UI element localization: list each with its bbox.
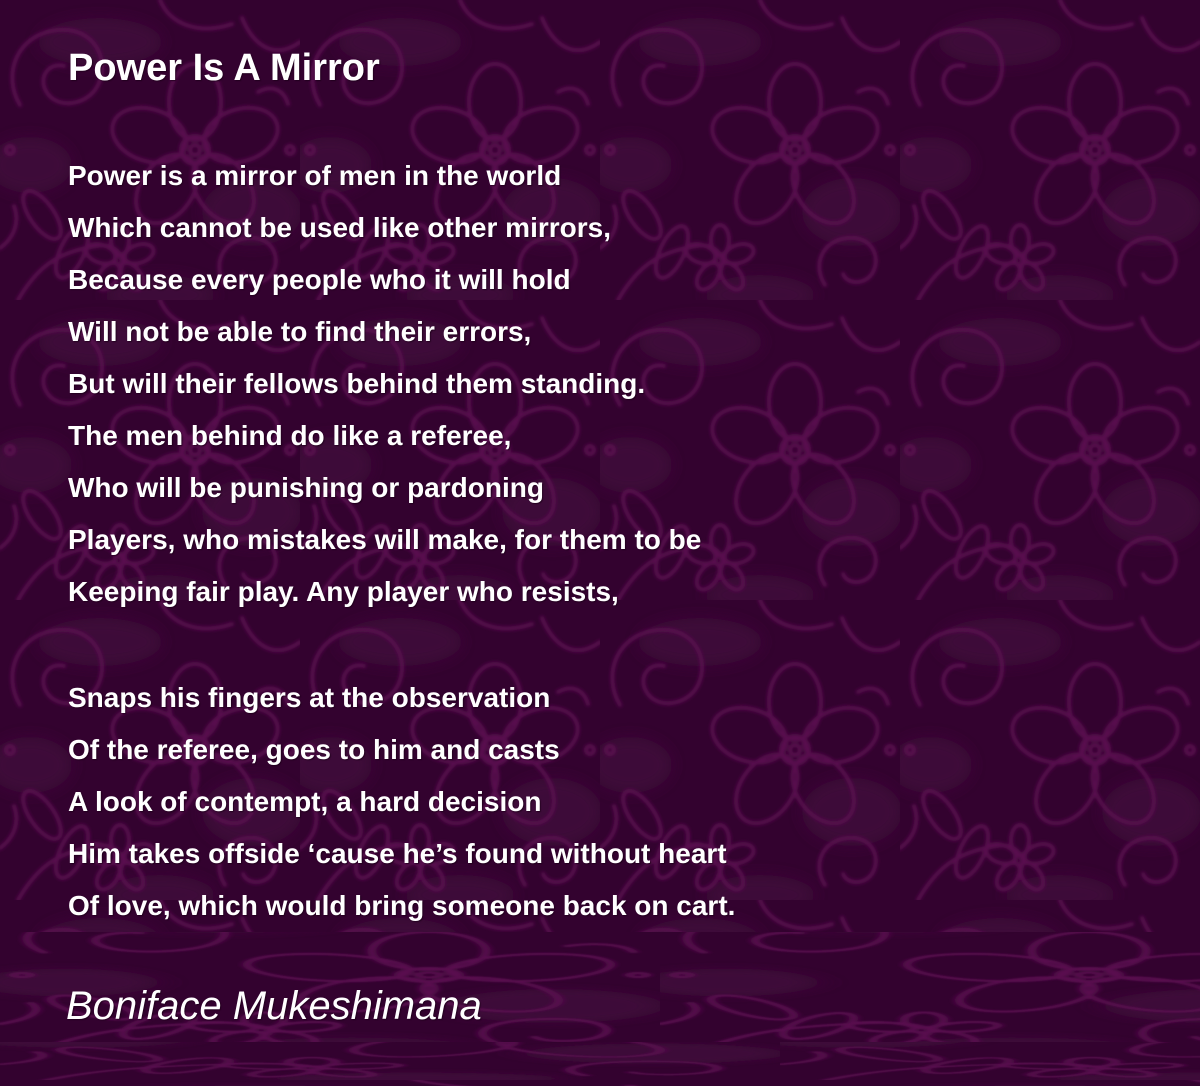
poem-title: Power Is A Mirror	[68, 47, 380, 89]
poem-line: Snaps his fingers at the observation	[68, 682, 551, 713]
poem-line: Of love, which would bring someone back on cart.	[68, 890, 736, 921]
poem-line: Keeping fair play. Any player who resists,	[68, 576, 619, 607]
poem-author-signature: Boniface Mukeshimana	[66, 984, 482, 1028]
poem-stanza-1	[68, 150, 735, 618]
poem-line: Of the referee, goes to him and casts	[68, 734, 560, 765]
poem-line: Will not be able to find their errors,	[68, 316, 532, 347]
poem-line: Who will be punishing or pardoning	[68, 472, 544, 503]
poem-line: The men behind do like a referee,	[68, 420, 512, 451]
poem-body	[68, 150, 735, 932]
poem-line: A look of contempt, a hard decision	[68, 786, 542, 817]
poem-line: Because every people who it will hold	[68, 264, 571, 295]
poem-stanza-2	[68, 672, 735, 932]
poem-line: Power is a mirror of men in the world	[68, 160, 562, 191]
poem-line: Which cannot be used like other mirrors,	[68, 212, 611, 243]
poem-line: Players, who mistakes will make, for them to be	[68, 524, 702, 555]
poem-line: Him takes offside ‘cause he’s found without heart	[68, 838, 727, 869]
poem-line: But will their fellows behind them standing.	[68, 368, 646, 399]
